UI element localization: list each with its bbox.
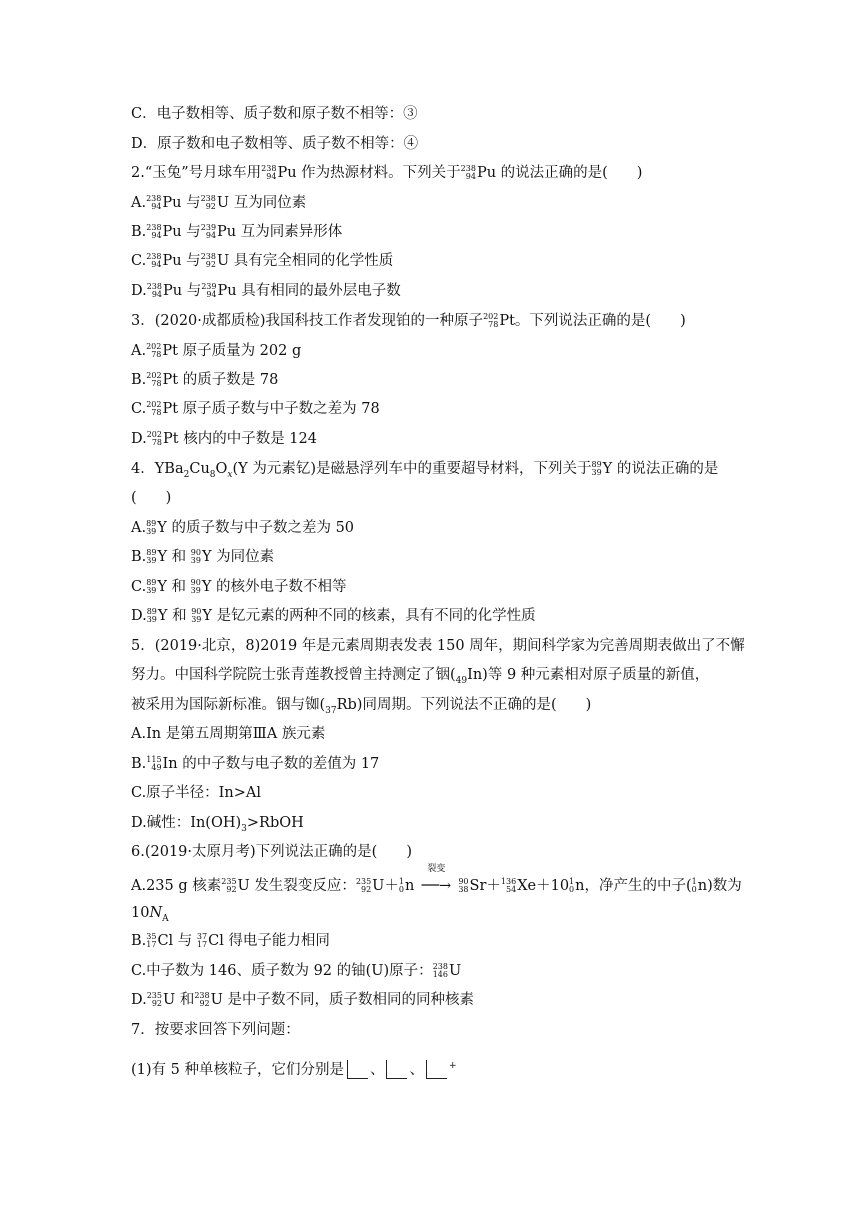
q5-option-a: A.In 是第五周期第ⅢA 族元素 — [131, 726, 326, 742]
question-6: 6.(2019·太原月考)下列说法正确的是( ) — [131, 844, 412, 860]
question-7: 7．按要求回答下列问题： — [131, 1022, 300, 1038]
q6-option-c: C.中子数为 146、质子数为 92 的铀(U)原子： 238 146 U — [131, 962, 462, 979]
q4-option-c: C. 89 39 Y 和 90 39 Y 的核外电子数不相等 — [131, 578, 347, 595]
q4-option-b: B. 89 39 Y 和 90 39 Y 为同位素 — [131, 548, 275, 565]
nuclide-pt202: 202 78 — [483, 312, 499, 329]
nuclide-pu238: 238 94 — [146, 223, 162, 240]
nuclide-pu239: 239 94 — [200, 223, 217, 240]
option-c-line: C．电子数相等、质子数和原子数不相等：③ — [131, 106, 418, 122]
nuclide-pu238: 238 94 — [146, 194, 162, 211]
q3-option-a: A. 202 78 Pt 原子质量为 202 g — [131, 342, 302, 359]
q6-option-b: B. 35 17 Cl 与 37 17 Cl 得电子能力相同 — [131, 932, 330, 949]
question-5-line2: 努力。中国科学院院士张青莲教授曾主持测定了铟$(_{49}In)$等 9 种元素相对原子质量的新值， — [131, 667, 710, 686]
question-3: 3．(2020·成都质检)我国科技工作者发现铂的一种原子 202 78 Pt。下列说法正确的是( ) — [131, 312, 686, 329]
answer-blank[interactable] — [347, 1060, 368, 1079]
question-5-line3: 被采用为国际新标准。铟与铷$(_{37}Rb)$同周期。下列说法不正确的是( ) — [131, 697, 592, 716]
q5-option-c: C.原子半径：In>Al — [131, 785, 262, 801]
q2-option-d: D. 238 94 Pu 与 239 94 Pu 具有相同的最外层电子数 — [131, 282, 401, 299]
nuclide-pu239: 239 94 — [201, 282, 217, 299]
q2-option-a: A. 238 94 Pu 与 238 92 U 互为同位素 — [131, 194, 307, 211]
nuclide-u238: 238 92 — [200, 194, 216, 211]
nuclide-pu238: 238 94 — [460, 164, 476, 181]
q3-option-d: D. 202 78 Pt 核内的中子数是 124 — [131, 430, 317, 447]
q5-option-d: D.碱性：$In(OH)_3>RbOH$ — [131, 815, 304, 834]
q6-option-d: D. 235 92 U 和 238 92 U 是中子数不同，质子数相同的同种核素 — [131, 991, 474, 1008]
q4-option-d: D. 89 39 Y 和 90 39 Y 是钇元素的两种不同的核素，具有不同的化学性质 — [131, 607, 536, 624]
nuclide-pu238: 238 94 — [146, 282, 162, 299]
answer-blank[interactable] — [386, 1060, 407, 1079]
q2-text-end: Pu 的说法正确的是( ) — [476, 165, 643, 181]
q2-option-b: B. 238 94 Pu 与 239 94 Pu 互为同素异形体 — [131, 223, 343, 240]
q2-text: 2.“玉兔”号月球车用 — [131, 165, 262, 181]
nuclide-pu238: 238 94 — [146, 252, 162, 269]
question-5: 5．(2019·北京，8)2019 年是元素周期表发表 150 周年，期间科学家为完善周期表做出了不懈 — [131, 638, 745, 654]
question-4: 4．$YBa_2Cu_8O_x(Y$ 为元素钇)是磁悬浮列车中的重要超导材料，下列关于 89 39 Y 的说法正确的是 — [131, 460, 719, 480]
q6-option-a: A.235 g 核素 235 92 U 发生裂变反应： 235 92 U＋ 1 0 n 裂变 ──→ 90 38 Sr＋ 136 54 Xe＋10 1 0 n，净产生的中子( 1 0 n)数为 — [131, 864, 742, 894]
q3-option-c: C. 202 78 Pt 原子质子数与中子数之差为 78 — [131, 400, 380, 417]
nuclide-u238: 238 92 — [200, 252, 216, 269]
q4-answer-paren: ( ) — [131, 490, 172, 506]
q5-option-b: B. 115 49 In 的中子数与电子数的差值为 17 — [131, 755, 380, 772]
option-d-line: D．原子数和电子数相等、质子数不相等：④ — [131, 136, 419, 152]
q4-option-a: A. 89 39 Y 的质子数与中子数之差为 50 — [131, 519, 355, 536]
q2-option-c: C. 238 94 Pu 与 238 92 U 具有完全相同的化学性质 — [131, 252, 394, 269]
question-2 — [131, 163, 642, 183]
fission-arrow: 裂变 ──→ — [421, 864, 452, 894]
nuclide-pu238: 238 94 — [261, 164, 277, 181]
q2-text-mid: Pu 作为热源材料。下列关于 — [277, 165, 461, 181]
q3-option-b: B. 202 78 Pt 的质子数是 78 — [131, 371, 279, 388]
answer-blank[interactable] — [426, 1060, 447, 1079]
q7-part-1: (1)有 5 种单核粒子，它们分别是 、 、 + — [131, 1061, 457, 1078]
q6-option-a-line2: $10N_A$ — [131, 905, 169, 924]
